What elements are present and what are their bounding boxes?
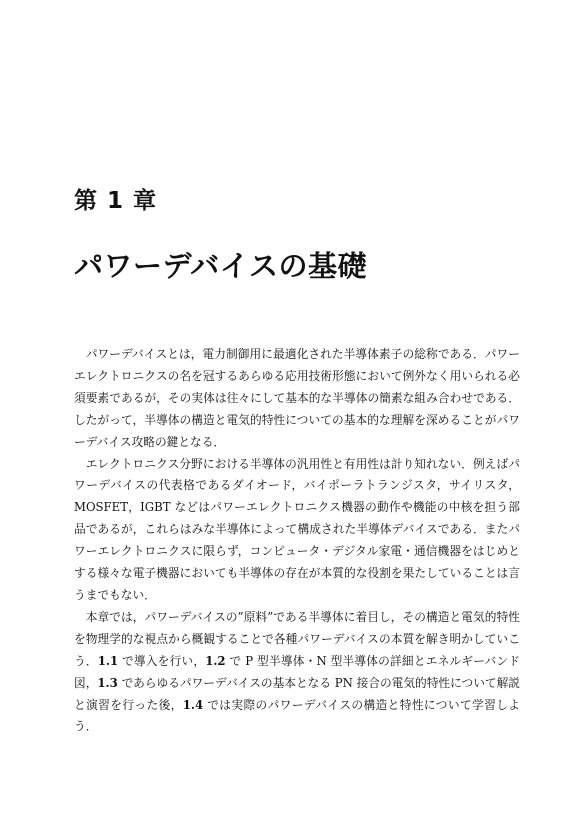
section-ref: 1.1 xyxy=(97,653,119,668)
section-ref: 1.3 xyxy=(97,675,118,690)
paragraph-2: エレクトロニクス分野における半導体の汎用性と有用性は計り知れない．例えばパワーデバイスの代表格であるダイオード，バイポーラトランジスタ，サイリスタ，MOSFET，IGBT などはパワーエレクトロニクス機器の動作や機能の中核を担う部品であるが，これらはみな半導体によって構成された半導体デバイスである．またパワーエレクトロニクスに限らず，コンピュータ・デジタル家電・通信機器をはじめとする様々な電子機器においても半導体の存在が本質的な役割を果たしていることは言うまでもない． xyxy=(74,456,520,602)
chapter-title: パワーデバイスの基礎 xyxy=(74,249,367,283)
paragraph-3-text: で導入を行い， xyxy=(118,653,206,668)
paragraph-3-text: では実際のパワーデバイスの構造と特性について学習しよう． xyxy=(74,697,520,734)
chapter-body xyxy=(74,344,520,738)
section-ref: 1.4 xyxy=(182,697,204,712)
paragraph-3-text: 本章では，パワーデバイスの”原料”である半導体に着目し，その構造と電気的特性を物理学的な視点から概観することで各種パワーデバイスの本質を解き明かしていこう． xyxy=(74,609,520,668)
paragraph-3-text: で P 型半導体・N 型半導体の詳細とエネルギーバンド図， xyxy=(74,653,520,690)
section-ref: 1.2 xyxy=(205,653,226,668)
paragraph-1: パワーデバイスとは，電力制御用に最適化された半導体素子の総称である．パワーエレクトロニクスの名を冠するあらゆる応用技術形態において例外なく用いられる必須要素であるが，その実体は往々にして基本的な半導体の簡素な組み合わせである．したがって，半導体の構造と電気的特性についての基本的な理解を深めることがパワーデバイス攻略の鍵となる． xyxy=(74,347,520,449)
chapter-number: 第 1 章 xyxy=(74,188,158,214)
paragraph-3-text: であらゆるパワーデバイスの基本となる PN 接合の電気的特性について解説と演習を行った後， xyxy=(74,675,520,712)
paragraph-3 xyxy=(74,607,520,738)
